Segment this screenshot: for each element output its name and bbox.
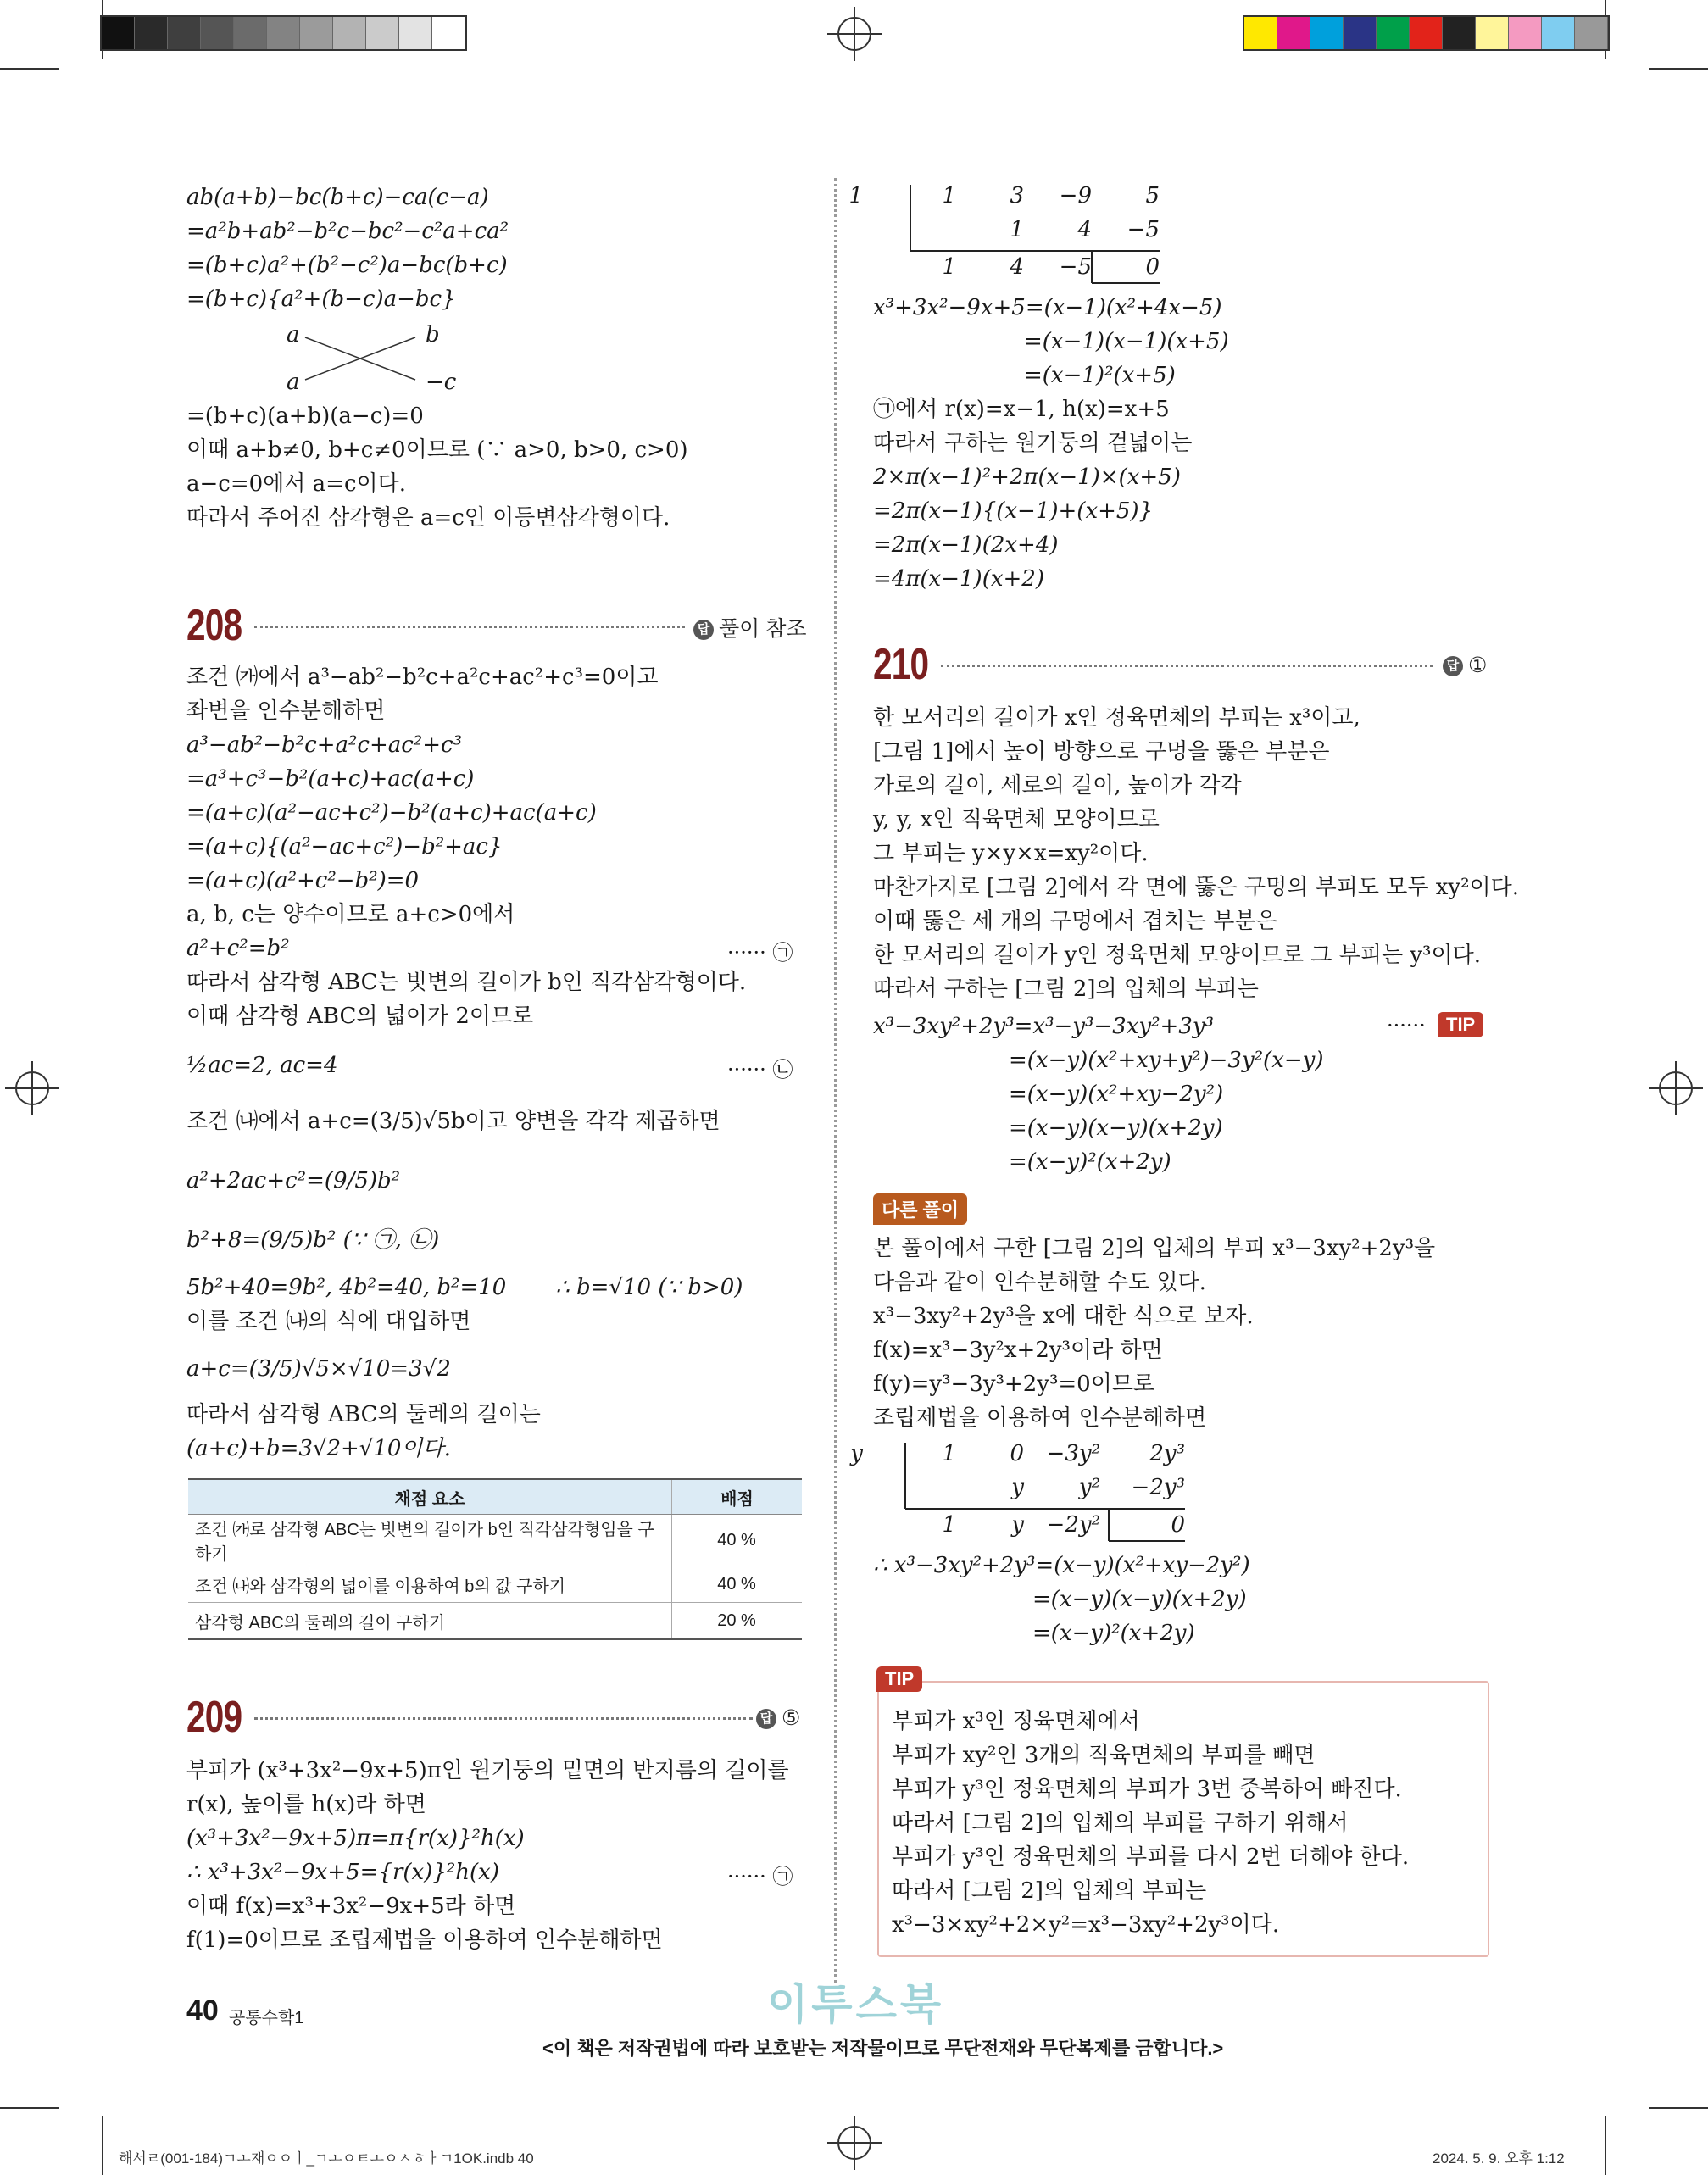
- text-line: ㉠에서 r(x)=x−1, h(x)=x+5: [873, 397, 1170, 422]
- text-line: 가로의 길이, 세로의 길이, 높이가 각각: [873, 773, 1242, 798]
- color-swatch: [234, 17, 267, 49]
- color-swatch: [102, 17, 135, 49]
- answer-text: ①: [1468, 654, 1488, 677]
- color-swatch: [300, 17, 333, 49]
- coef: 4: [1077, 217, 1092, 242]
- coef: 1: [942, 1441, 956, 1466]
- table-row: [188, 1603, 802, 1640]
- synthetic-division: [848, 183, 1160, 293]
- color-swatch: [267, 17, 300, 49]
- math-line: =(b+c)a²+(b²−c²)a−bc(b+c): [186, 253, 508, 278]
- grayscale-color-bar: [100, 15, 467, 51]
- coef: 1: [942, 1512, 956, 1538]
- color-swatch: [201, 17, 234, 49]
- heading-rule: [941, 665, 1433, 667]
- tip-box-tag: TIP: [876, 1666, 922, 1692]
- text-line: r(x), 높이를 h(x)라 하면: [186, 1792, 426, 1817]
- text-line: 본 풀이에서 구한 [그림 2]의 입체의 부피 x³−3xy²+2y³을: [873, 1236, 1436, 1261]
- table-cell: 삼각형 ABC의 둘레의 길이 구하기: [188, 1603, 672, 1640]
- math-line: =(x−y)(x²+xy−2y²): [1009, 1082, 1224, 1107]
- color-swatch: [366, 17, 399, 49]
- math-line: a³−ab²−b²c+a²c+ac²+c³: [186, 732, 462, 758]
- coef: −2y³: [1131, 1475, 1185, 1500]
- math-line: =(x−y)(x−y)(x+2y): [1032, 1587, 1247, 1612]
- answer-label: [756, 1705, 800, 1731]
- color-swatch: [1277, 17, 1310, 49]
- answer-text: ⑤: [782, 1706, 801, 1730]
- registration-mark-right: [1649, 1061, 1703, 1115]
- math-line: =(b+c)(a+b)(a−c)=0: [186, 403, 424, 429]
- division-bracket: [871, 183, 1168, 293]
- answer-label: [1443, 653, 1487, 678]
- problem-number: 209: [186, 1693, 242, 1742]
- equation-marker: ······: [1387, 1014, 1426, 1037]
- math-line: (x³+3x²−9x+5)π=π{r(x)}²h(x): [186, 1826, 525, 1851]
- problem-number: 208: [186, 601, 242, 650]
- text-line: [그림 1]에서 높이 방향으로 구멍을 뚫은 부분은: [873, 739, 1330, 765]
- division-root: y: [850, 1441, 863, 1466]
- file-slug: 해서ㄹ(001-184)ㄱㅗ재ㅇㅇㅣ_ㄱㅗㅇㅌㅗㅇㅅㅎㅏㄱ1OK.indb 40: [119, 2150, 534, 2167]
- text-line: 따라서 삼각형 ABC는 빗변의 길이가 b인 직각삼각형이다.: [186, 970, 747, 995]
- text-line: f(y)=y³−3y³+2y³=0이므로: [873, 1371, 1155, 1397]
- coef: 0: [1010, 1441, 1024, 1466]
- text-line: f(1)=0이므로 조립제법을 이용하여 인수분해하면: [186, 1927, 663, 1953]
- math-line: =a³+c³−b²(a+c)+ac(a+c): [186, 766, 475, 792]
- text-line: 따라서 삼각형 ABC의 둘레의 길이는: [186, 1402, 541, 1427]
- color-swatch: [1377, 17, 1410, 49]
- tip-line: 부피가 xy²인 3개의 직육면체의 부피를 빼면: [892, 1743, 1316, 1768]
- text-line: 조건 ㈎에서 a³−ab²−b²c+a²c+ac²+c³=0이고: [186, 665, 659, 690]
- text-line: 마찬가지로 [그림 2]에서 각 면에 뚫은 구멍의 부피도 모두 xy²이다.: [873, 875, 1520, 900]
- color-swatch: [432, 17, 465, 49]
- text-line: y, y, x인 직육면체 모양이므로: [873, 807, 1160, 832]
- equation-marker: ······ ㉡: [727, 1058, 793, 1082]
- coef: 5: [1145, 183, 1160, 209]
- coef: 2y³: [1149, 1441, 1185, 1466]
- math-line: x³+3x²−9x+5=(x−1)(x²+4x−5): [873, 295, 1222, 320]
- coef: 1: [942, 254, 956, 280]
- color-swatch: [1542, 17, 1575, 49]
- coef: 0: [1145, 254, 1160, 280]
- math-line: =2π(x−1){(x−1)+(x+5)}: [873, 498, 1154, 524]
- answer-label: [693, 612, 807, 642]
- crop-mark: [1649, 2107, 1708, 2109]
- color-swatch: [168, 17, 201, 49]
- tip-line: 따라서 [그림 2]의 입체의 부피는: [892, 1878, 1207, 1904]
- table-cell: 20 %: [672, 1603, 803, 1640]
- table-cell: 조건 ㈎로 삼각형 ABC는 빗변의 길이가 b인 직각삼각형임을 구하기: [188, 1515, 672, 1566]
- color-swatch: [1410, 17, 1443, 49]
- crop-mark: [0, 2107, 59, 2109]
- color-swatch: [1575, 17, 1608, 49]
- equation-marker: ······ ㉠: [727, 941, 793, 965]
- math-line: ab(a+b)−bc(b+c)−ca(c−a): [186, 185, 489, 210]
- crop-mark: [1605, 2116, 1606, 2175]
- color-swatch: [1509, 17, 1542, 49]
- math-line: =2π(x−1)(2x+4): [873, 532, 1059, 558]
- math-line: ∴ x³+3x²−9x+5={r(x)}²h(x): [186, 1860, 499, 1885]
- tip-line: x³−3×xy²+2×y²=x³−3xy²+2y³이다.: [892, 1912, 1280, 1938]
- text-line: a, b, c는 양수이므로 a+c>0에서: [186, 902, 515, 927]
- heading-rule: [254, 1717, 753, 1720]
- answer-icon: 답: [1443, 656, 1463, 676]
- alternative-solution-tag: 다른 풀이: [873, 1193, 967, 1225]
- math-line: 5b²+40=9b², 4b²=40, b²=10 ∴ b=√10 (∵ b>0): [186, 1275, 743, 1300]
- text-line: 이때 a+b≠0, b+c≠0이므로 (∵ a>0, b>0, c>0): [186, 437, 688, 463]
- math-line: =(x−1)²(x+5): [1024, 363, 1176, 388]
- page-number: 40: [186, 1994, 219, 2027]
- color-swatch: [1443, 17, 1476, 49]
- cross-term: b: [426, 322, 440, 348]
- text-line: 부피가 (x³+3x²−9x+5)π인 원기둥의 밑면의 반지름의 길이를: [186, 1758, 789, 1783]
- tip-reference-tag: TIP: [1438, 1012, 1483, 1037]
- color-swatch: [1344, 17, 1377, 49]
- text-line: 조립제법을 이용하여 인수분해하면: [873, 1405, 1207, 1431]
- coef: −2y²: [1046, 1512, 1100, 1538]
- text-line: 이때 뚫은 세 개의 구멍에서 겹치는 부분은: [873, 909, 1277, 934]
- cross-term: a: [287, 370, 300, 395]
- math-line: =(a+c){(a²−ac+c²)−b²+ac}: [186, 834, 503, 859]
- math-line: =(x−1)(x−1)(x+5): [1024, 329, 1229, 354]
- tip-line: 부피가 y³인 정육면체의 부피가 3번 중복하여 빠진다.: [892, 1777, 1402, 1802]
- color-swatch: [135, 17, 168, 49]
- text-line: x³−3xy²+2y³을 x에 대한 식으로 보자.: [873, 1304, 1254, 1329]
- table-cell: 조건 ㈏와 삼각형의 넓이를 이용하여 b의 값 구하기: [188, 1566, 672, 1603]
- color-swatch: [333, 17, 366, 49]
- scoring-table: [188, 1478, 802, 1640]
- text-line: 따라서 주어진 삼각형은 a=c인 이등변삼각형이다.: [186, 505, 670, 531]
- division-bracket: [871, 1441, 1193, 1551]
- math-line: =(b+c){a²+(b−c)a−bc}: [186, 286, 456, 312]
- math-line: =(x−y)(x²+xy+y²)−3y²(x−y): [1009, 1048, 1324, 1073]
- registration-mark-left: [5, 1061, 59, 1115]
- math-line: a²+2ac+c²=(9/5)b²: [186, 1168, 401, 1193]
- registration-mark-top: [827, 7, 882, 61]
- text-line: 한 모서리의 길이가 x인 정육면체의 부피는 x³이고,: [873, 705, 1360, 731]
- text-line: 따라서 구하는 원기둥의 겉넓이는: [873, 431, 1193, 456]
- text-line: 이때 f(x)=x³+3x²−9x+5라 하면: [186, 1894, 516, 1919]
- registration-mark-bottom: [827, 2116, 882, 2170]
- tip-line: 부피가 y³인 정육면체의 부피를 다시 2번 더해야 한다.: [892, 1844, 1410, 1870]
- cross-term: a: [287, 322, 300, 348]
- cross-lines: [297, 329, 424, 388]
- table-row: [188, 1515, 802, 1566]
- table-cell: 40 %: [672, 1515, 803, 1566]
- text-line: 좌변을 인수분해하면: [186, 698, 386, 724]
- text-line: 이때 삼각형 ABC의 넓이가 2이므로: [186, 1004, 534, 1029]
- math-line: a+c=(3/5)√5×√10=3√2: [186, 1356, 451, 1382]
- math-line: (a+c)+b=3√2+√10이다.: [186, 1436, 451, 1461]
- coef: −5: [1127, 217, 1160, 242]
- text-line: 조건 ㈏에서 a+c=(3/5)√5b이고 양변을 각각 제곱하면: [186, 1109, 720, 1134]
- text-line: 다음과 같이 인수분해할 수도 있다.: [873, 1270, 1206, 1295]
- coef: 3: [1010, 183, 1024, 209]
- color-swatch: [1310, 17, 1344, 49]
- text-line: 그 부피는 y×y×x=xy²이다.: [873, 841, 1149, 866]
- division-root: 1: [848, 183, 863, 209]
- color-swatch: [1244, 17, 1277, 49]
- column-divider: [834, 178, 837, 1983]
- math-line: =(x−y)²(x+2y): [1009, 1149, 1171, 1175]
- coef: y: [1011, 1475, 1024, 1500]
- publisher-logo: 이투스북: [767, 1981, 945, 2028]
- math-line: =a²b+ab²−b²c−bc²−c²a+ca²: [186, 219, 509, 244]
- table-header: 배점: [672, 1479, 803, 1515]
- color-swatch: [399, 17, 432, 49]
- heading-rule: [254, 626, 685, 628]
- math-line: 2×π(x−1)²+2π(x−1)×(x+5): [873, 464, 1181, 490]
- cross-term: −c: [426, 370, 457, 395]
- math-line: =(a+c)(a²+c²−b²)=0: [186, 868, 420, 893]
- text-line: a−c=0에서 a=c이다.: [186, 471, 407, 497]
- answer-text: 풀이 참조: [719, 617, 807, 641]
- coef: y²: [1078, 1475, 1100, 1500]
- math-line: =4π(x−1)(x+2): [873, 566, 1044, 592]
- coef: 1: [1010, 217, 1024, 242]
- math-line: =(a+c)(a²−ac+c²)−b²(a+c)+ac(a+c): [186, 800, 597, 826]
- text-line: 이를 조건 ㈏의 식에 대입하면: [186, 1309, 471, 1334]
- math-line: ½ac=2, ac=4: [186, 1053, 338, 1078]
- math-line: ∴ x³−3xy²+2y³=(x−y)(x²+xy−2y²): [873, 1553, 1250, 1578]
- text-line: 한 모서리의 길이가 y인 정육면체 모양이므로 그 부피는 y³이다.: [873, 943, 1481, 968]
- table-cell: 40 %: [672, 1566, 803, 1603]
- math-line: =(x−y)(x−y)(x+2y): [1009, 1115, 1223, 1141]
- math-line: a²+c²=b²: [186, 936, 290, 961]
- table-header: 채점 요소: [188, 1479, 672, 1515]
- coef: −9: [1059, 183, 1092, 209]
- coef: y: [1011, 1512, 1024, 1538]
- book-title: 공통수학1: [229, 2009, 304, 2028]
- math-line: b²+8=(9/5)b² (∵ ㉠, ㉡): [186, 1227, 440, 1253]
- synthetic-division: [850, 1441, 1193, 1551]
- answer-icon: 답: [756, 1709, 776, 1729]
- text-line: f(x)=x³−3y²x+2y³이라 하면: [873, 1338, 1163, 1363]
- tip-line: 부피가 x³인 정육면체에서: [892, 1709, 1140, 1734]
- copyright-notice: <이 책은 저작권법에 따라 보호받는 저작물이므로 무단전재와 무단복제를 금합니다.>: [542, 2038, 1224, 2059]
- coef: −3y²: [1046, 1441, 1100, 1466]
- tip-line: 따라서 [그림 2]의 입체의 부피를 구하기 위해서: [892, 1811, 1349, 1836]
- color-swatch: [1476, 17, 1509, 49]
- math-line: x³−3xy²+2y³=x³−y³−3xy²+3y³: [873, 1014, 1214, 1039]
- coef: 4: [1010, 254, 1024, 280]
- print-date: 2024. 5. 9. 오후 1:12: [1433, 2150, 1565, 2167]
- coef: 1: [942, 183, 956, 209]
- answer-icon: 답: [693, 620, 714, 640]
- coef: 0: [1171, 1512, 1185, 1538]
- table-row: [188, 1566, 802, 1603]
- math-line: =(x−y)²(x+2y): [1032, 1621, 1195, 1646]
- crop-mark: [0, 68, 59, 70]
- crop-mark: [1649, 68, 1708, 70]
- text-line: 따라서 구하는 [그림 2]의 입체의 부피는: [873, 976, 1259, 1002]
- crop-mark: [102, 2116, 103, 2175]
- coef: −5: [1059, 254, 1092, 280]
- problem-number: 210: [873, 640, 929, 689]
- process-color-bar: [1243, 15, 1610, 51]
- equation-marker: ······ ㉠: [727, 1865, 793, 1889]
